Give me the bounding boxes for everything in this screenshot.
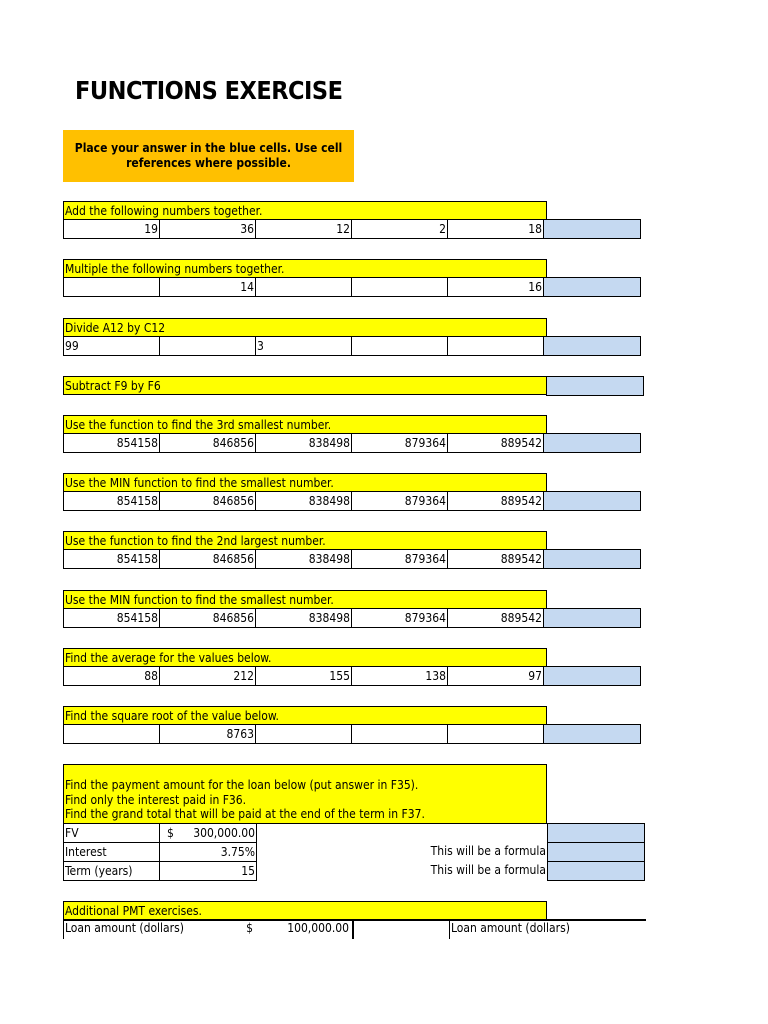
section-sqrt — [63, 706, 646, 744]
section-small3 — [63, 415, 646, 453]
loan-value-interest[interactable]: 3.75% — [159, 842, 257, 862]
loan-amount-label-2[interactable]: Loan amount (dollars) — [449, 919, 645, 939]
loan-label-interest[interactable]: Interest — [63, 842, 160, 862]
cell-b17[interactable]: 846856 — [159, 433, 256, 453]
cell-e32[interactable] — [447, 724, 544, 744]
section-divide — [63, 318, 646, 356]
cell-b9[interactable]: 14 — [159, 277, 256, 297]
cell-d17[interactable]: 879364 — [351, 433, 448, 453]
answer-cell-f35[interactable] — [547, 823, 645, 843]
answer-cell-f9[interactable] — [543, 277, 641, 297]
cell-e17[interactable]: 889542 — [447, 433, 544, 453]
answer-cell-f29[interactable] — [543, 666, 641, 686]
cell-e6[interactable]: 18 — [447, 219, 544, 239]
cell-b20[interactable]: 846856 — [159, 491, 256, 511]
cell-c26[interactable]: 838498 — [255, 608, 352, 628]
cell-e9[interactable]: 16 — [447, 277, 544, 297]
section-header[interactable]: Multiple the following numbers together. — [63, 259, 547, 278]
cell-b23[interactable]: 846856 — [159, 549, 256, 569]
section-min1 — [63, 473, 646, 511]
answer-cell-f6[interactable] — [543, 219, 641, 239]
cell-a9[interactable] — [63, 277, 160, 297]
cell-c23[interactable]: 838498 — [255, 549, 352, 569]
section-multiply — [63, 259, 646, 297]
loan-amount-value[interactable]: 100,000.00 — [258, 919, 354, 939]
section-header[interactable] — [63, 764, 547, 824]
section-min2 — [63, 590, 646, 628]
cell-c17[interactable]: 838498 — [255, 433, 352, 453]
section-header[interactable]: Divide A12 by C12 — [63, 318, 547, 337]
cell-d6[interactable]: 2 — [351, 219, 448, 239]
cell-a20[interactable]: 854158 — [63, 491, 160, 511]
cell-c9[interactable] — [255, 277, 352, 297]
section-additional — [63, 901, 646, 939]
section-header[interactable]: Use the function to find the 3rd smallest number. — [63, 415, 547, 434]
cell-a6[interactable]: 19 — [63, 219, 160, 239]
cell-e23[interactable]: 889542 — [447, 549, 544, 569]
loan-amount-label: Loan amount (dollars) — [65, 921, 184, 935]
cell-d32[interactable] — [351, 724, 448, 744]
answer-cell-f23[interactable] — [543, 549, 641, 569]
cell-a12[interactable]: 99 — [63, 336, 160, 356]
cell-e26[interactable]: 889542 — [447, 608, 544, 628]
cell-d9[interactable] — [351, 277, 448, 297]
cell-b6[interactable]: 36 — [159, 219, 256, 239]
section-subtract — [63, 376, 646, 396]
loan-value-fv[interactable] — [159, 823, 257, 843]
cell-b12[interactable] — [159, 336, 256, 356]
answer-cell-f17[interactable] — [543, 433, 641, 453]
cell-c6[interactable]: 12 — [255, 219, 352, 239]
currency-symbol: $ — [246, 921, 253, 935]
cell-b32[interactable]: 8763 — [159, 724, 256, 744]
section-header[interactable]: Use the MIN function to find the smallest number. — [63, 473, 547, 492]
page-title: FUNCTIONS EXERCISE — [75, 76, 343, 105]
loan-value-term[interactable]: 15 — [159, 861, 257, 881]
cell-c32[interactable] — [255, 724, 352, 744]
section-header[interactable]: Additional PMT exercises. — [63, 901, 547, 920]
cell-a29[interactable]: 88 — [63, 666, 160, 686]
answer-cell-f20[interactable] — [543, 491, 641, 511]
answer-cell-f14[interactable] — [546, 376, 644, 396]
section-add — [63, 201, 646, 239]
cell-d20[interactable]: 879364 — [351, 491, 448, 511]
section-header[interactable]: Use the MIN function to find the smallest number. — [63, 590, 547, 609]
loan-instruction-3: Find the grand total that will be paid at the end of the term in F37. — [65, 807, 425, 821]
loan-label-term[interactable]: Term (years) — [63, 861, 160, 881]
loan-instruction-1: Find the payment amount for the loan below (put answer in F35). — [65, 778, 419, 792]
section-header[interactable]: Use the function to find the 2nd largest number. — [63, 531, 547, 550]
cell-a26[interactable]: 854158 — [63, 608, 160, 628]
cell-e29[interactable]: 97 — [447, 666, 544, 686]
section-header[interactable]: Find the square root of the value below. — [63, 706, 547, 725]
cell-a17[interactable]: 854158 — [63, 433, 160, 453]
empty-cell — [354, 919, 449, 939]
cell-d12[interactable] — [351, 336, 448, 356]
cell-e12[interactable] — [447, 336, 544, 356]
cell-b26[interactable]: 846856 — [159, 608, 256, 628]
divider — [63, 919, 646, 921]
answer-cell-f12[interactable] — [543, 336, 641, 356]
currency-symbol: $ — [167, 826, 174, 840]
cell-e20[interactable]: 889542 — [447, 491, 544, 511]
cell-a23[interactable]: 854158 — [63, 549, 160, 569]
cell-c20[interactable]: 838498 — [255, 491, 352, 511]
answer-cell-f32[interactable] — [543, 724, 641, 744]
answer-cell-f36[interactable] — [547, 842, 645, 862]
cell-d26[interactable]: 879364 — [351, 608, 448, 628]
answer-cell-f26[interactable] — [543, 608, 641, 628]
answer-cell-f37[interactable] — [547, 861, 645, 881]
cell-b29[interactable]: 212 — [159, 666, 256, 686]
cell-c29[interactable]: 155 — [255, 666, 352, 686]
formula-note: This will be a formula — [430, 844, 546, 858]
section-header[interactable]: Add the following numbers together. — [63, 201, 547, 220]
value-text: 300,000.00 — [193, 826, 255, 840]
empty-cells — [257, 823, 548, 843]
cell-d23[interactable]: 879364 — [351, 549, 448, 569]
section-loan — [63, 764, 646, 881]
section-average — [63, 648, 646, 686]
cell-a32[interactable] — [63, 724, 160, 744]
instructions-box — [63, 130, 354, 182]
formula-note: This will be a formula — [430, 863, 546, 877]
cell-c12[interactable]: 3 — [255, 336, 352, 356]
instructions-text: Place your answer in the blue cells. Use cell references where possible. — [74, 141, 343, 170]
loan-amount-row[interactable] — [63, 919, 258, 939]
loan-instruction-2: Find only the interest paid in F36. — [65, 792, 247, 807]
loan-label-fv[interactable]: FV — [63, 823, 160, 843]
section-large2 — [63, 531, 646, 569]
cell-d29[interactable]: 138 — [351, 666, 448, 686]
section-header[interactable]: Subtract F9 by F6 — [63, 376, 547, 395]
section-header[interactable]: Find the average for the values below. — [63, 648, 547, 667]
